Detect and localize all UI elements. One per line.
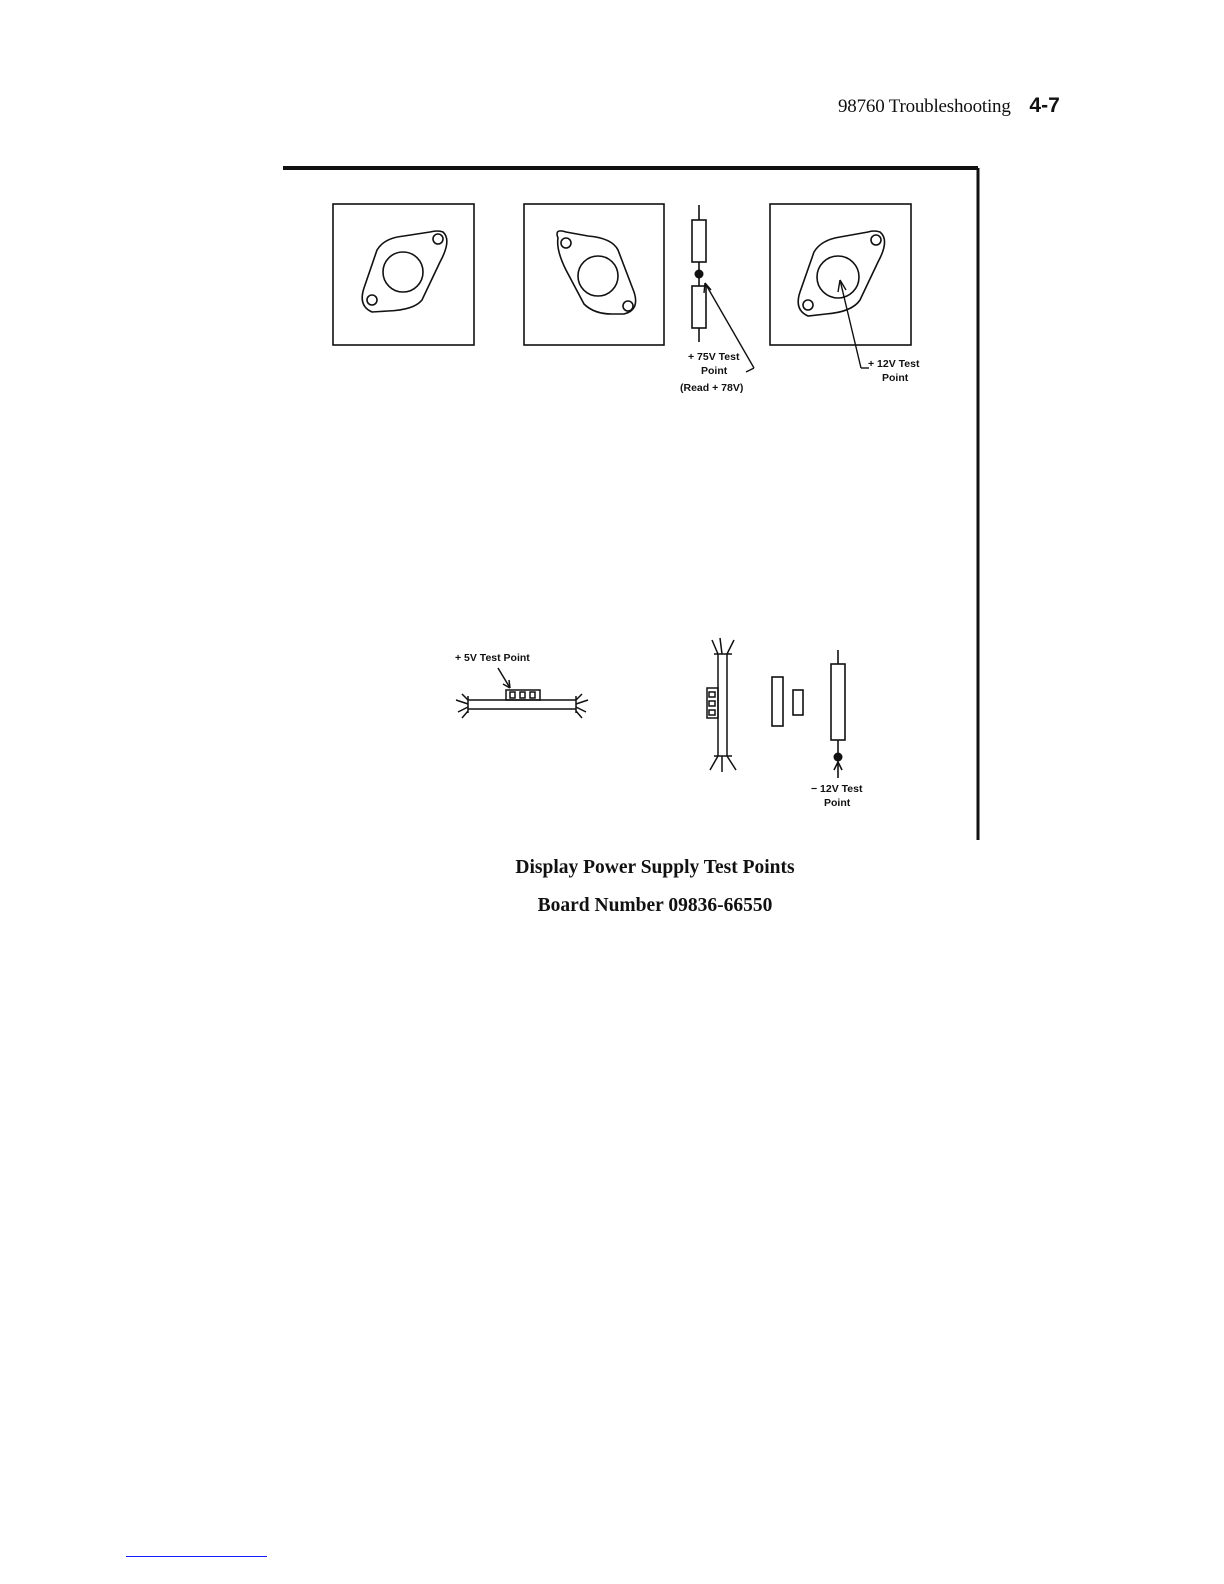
label-12v-line1: + 12V Test — [868, 358, 920, 370]
transistor-heatsink-2 — [524, 204, 664, 345]
footer-rule — [126, 1556, 267, 1557]
capacitor-pair — [772, 677, 803, 726]
running-title: 98760 Troubleshooting — [838, 96, 1011, 117]
test-point-75v-dot — [695, 270, 704, 279]
label-75v-line3: (Read + 78V) — [680, 382, 744, 394]
transistor-heatsink-3 — [770, 204, 911, 345]
figure-caption-title: Display Power Supply Test Points — [515, 857, 795, 878]
label-neg12v-line2: Point — [824, 797, 851, 809]
transistor-heatsink-1 — [333, 204, 474, 345]
label-75v-line2: Point — [701, 365, 728, 377]
regulator-vertical — [707, 638, 736, 772]
test-point-neg12v-dot — [834, 753, 843, 762]
label-12v-line2: Point — [882, 372, 909, 384]
regulator-5v — [456, 668, 588, 718]
page-number: 4-7 — [1029, 94, 1060, 117]
leader-12v — [838, 280, 869, 368]
board-outline — [283, 168, 978, 840]
label-5v: + 5V Test Point — [455, 652, 530, 664]
label-neg12v-line1: − 12V Test — [811, 783, 863, 795]
label-75v-line1: + 75V Test — [688, 351, 740, 363]
figure-caption-board-number: Board Number 09836-66550 — [537, 895, 773, 916]
